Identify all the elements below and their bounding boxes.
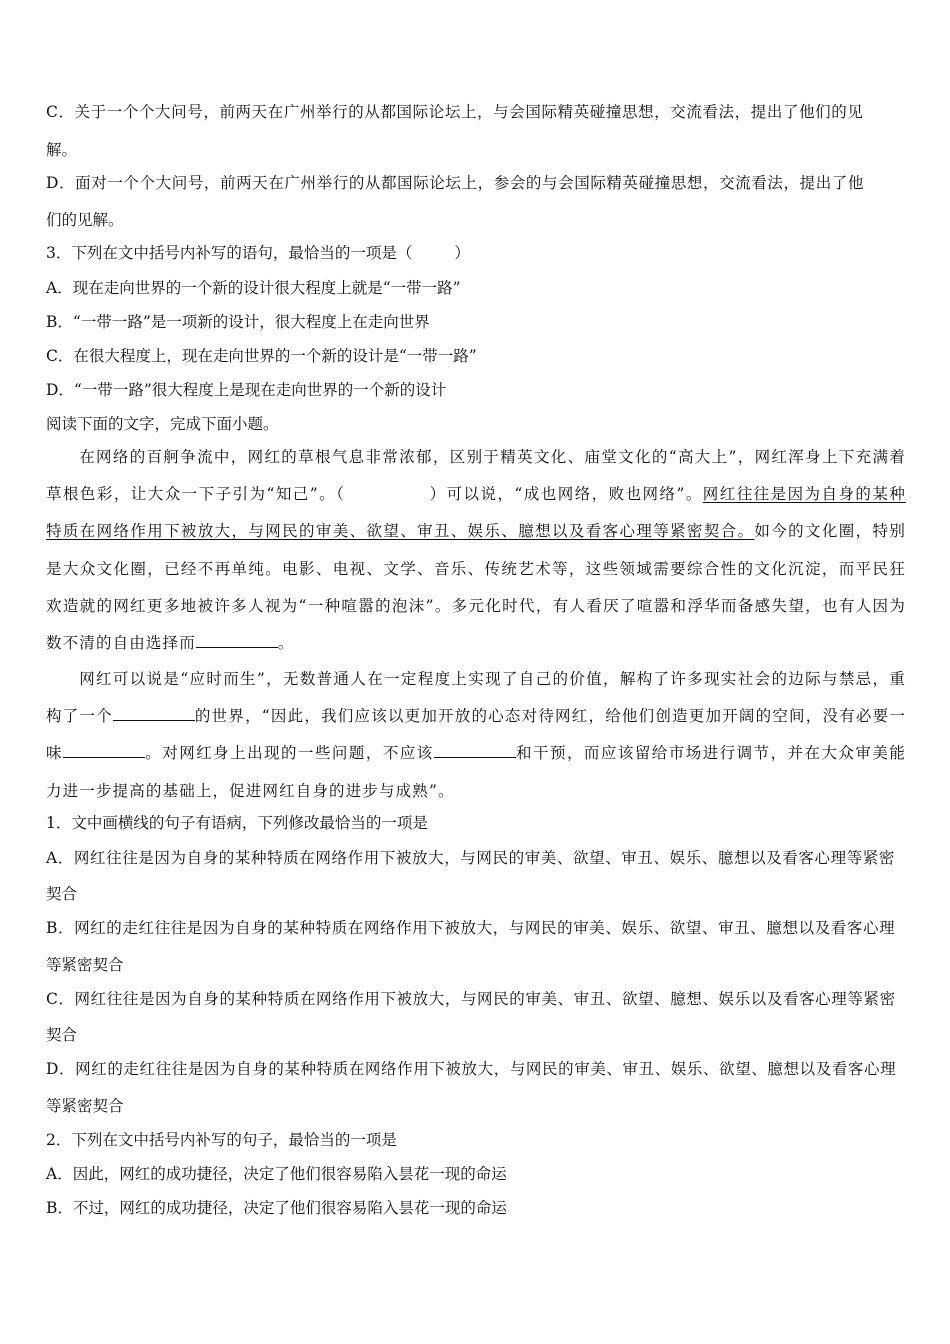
sub-q1-option-d-line2: 等紧密契合 xyxy=(46,1097,124,1115)
passage-p2-part-b: 的世界，“因此，我们应该以更加开放的心态对待网红，给他们创造更加开阔的空间，没有必要一味 xyxy=(46,707,906,763)
sub-q1-option-d-line1: D．网红的走红往往是因为自身的某种特质在网络作用下被放大，与网民的审美、审丑、娱乐、欲望、臆想以及看客心理 xyxy=(46,1060,897,1078)
blank-4 xyxy=(434,743,516,758)
sub-q2-option-b: B．不过，网红的成功捷径，决定了他们很容易陷入昙花一现的命运 xyxy=(46,1199,507,1217)
q2-option-d-line2: 们的见解。 xyxy=(46,211,124,229)
blank-3 xyxy=(63,743,145,758)
q3-option-d: D．“一带一路”很大程度上是现在走向世界的一个新的设计 xyxy=(46,381,447,399)
q3-stem-text: 3．下列在文中括号内补写的语句，最恰当的一项是（ xyxy=(46,244,413,262)
sub-q1-option-b-line2: 等紧密契合 xyxy=(46,956,124,974)
reading-intro: 阅读下面的文字，完成下面小题。 xyxy=(46,415,279,433)
passage-p1-part-b: ）可以说，“成也网络，败也网络”。 xyxy=(429,485,703,504)
passage-paragraph-1 xyxy=(46,439,906,662)
q3-stem xyxy=(46,243,470,263)
passage-p2-part-d: 和干预，而应该留给市场进行调节，并在大众审美能力进一步提高的基础上，促进网红自身的进步与成熟”。 xyxy=(46,744,906,800)
sub-q2-option-a: A．因此，网红的成功捷径，决定了他们很容易陷入昙花一现的命运 xyxy=(46,1165,507,1183)
sub-q1-option-a-line2: 契合 xyxy=(46,885,78,903)
blank-1 xyxy=(196,633,278,648)
q2-option-d-line1: D．面对一个个大问号，前两天在广州举行的从都国际论坛上，参会的与会国际精英碰撞思想，交流看法，提出了他 xyxy=(46,174,865,192)
underlined-sentence: 网红往往是因为自身的某种特质在网络作用下被放大，与网民的审美、欲望、审丑、娱乐、臆想以及看客心理等紧密契合。 xyxy=(46,485,906,541)
sub-q1-option-b-line1: B．网红的走红往往是因为自身的某种特质在网络作用下被放大，与网民的审美、娱乐、欲望、审丑、臆想以及看客心理 xyxy=(46,919,896,937)
q3-option-c: C．在很大程度上，现在走向世界的一个新的设计是“一带一路” xyxy=(46,347,477,365)
passage-p1-end: 。 xyxy=(277,634,295,653)
q3-option-a: A．现在走向世界的一个新的设计很大程度上就是“一带一路” xyxy=(46,279,461,297)
passage-p2-part-c: 。对网红身上出现的一些问题，不应该 xyxy=(144,744,434,763)
sub-q1-option-c-line1: C．网红往往是因为自身的某种特质在网络作用下被放大，与网民的审美、审丑、欲望、臆想、娱乐以及看客心理等紧密 xyxy=(46,990,896,1008)
q3-option-b: B．“一带一路”是一项新的设计，很大程度上在走向世界 xyxy=(46,313,430,331)
sub-q1-option-a-line1: A．网红往往是因为自身的某种特质在网络作用下被放大，与网民的审美、欲望、审丑、娱乐、臆想以及看客心理等紧密 xyxy=(46,849,895,867)
sub-q2-stem: 2．下列在文中括号内补写的句子，最恰当的一项是 xyxy=(46,1131,397,1149)
passage-paragraph-2 xyxy=(46,661,906,810)
passage-p1-part-c: 如今的文化圈，特别是大众文化圈，已经不再单纯。电影、电视、文学、音乐、传统艺术等，这些领域需要综合性的文化沉淀，而平民狂欢造就的网红更多地被许多人视为“一种喧嚣的泡沫”。多元化时代，有人看厌了喧嚣和浮华而备感失望，也有人因为数不清的自由选择而 xyxy=(46,522,906,653)
sub-q1-option-c-line2: 契合 xyxy=(46,1026,78,1044)
passage-p2-part-a: 网红可以说是“应时而生”，无数普通人在一定程度上实现了自己的价值，解构了许多现实社会的边际与禁忌，重构了一个 xyxy=(46,670,906,726)
sub-q1-stem: 1．文中画横线的句子有语病，下列修改最恰当的一项是 xyxy=(46,814,428,832)
q2-option-c-line2: 解。 xyxy=(46,141,78,159)
q3-stem-close: ） xyxy=(454,244,470,262)
blank-2 xyxy=(113,706,195,721)
passage-p1-part-a: 在网络的百舸争流中，网红的草根气息非常浓郁，区别于精英文化、庙堂文化的“高大上”，网红浑身上下充满着草根色彩，让大众一下子引为“知己”。（ xyxy=(46,448,906,504)
q2-option-c-line1: C．关于一个个大问号，前两天在广州举行的从都国际论坛上，与会国际精英碰撞思想，交流看法，提出了他们的见 xyxy=(46,103,864,121)
